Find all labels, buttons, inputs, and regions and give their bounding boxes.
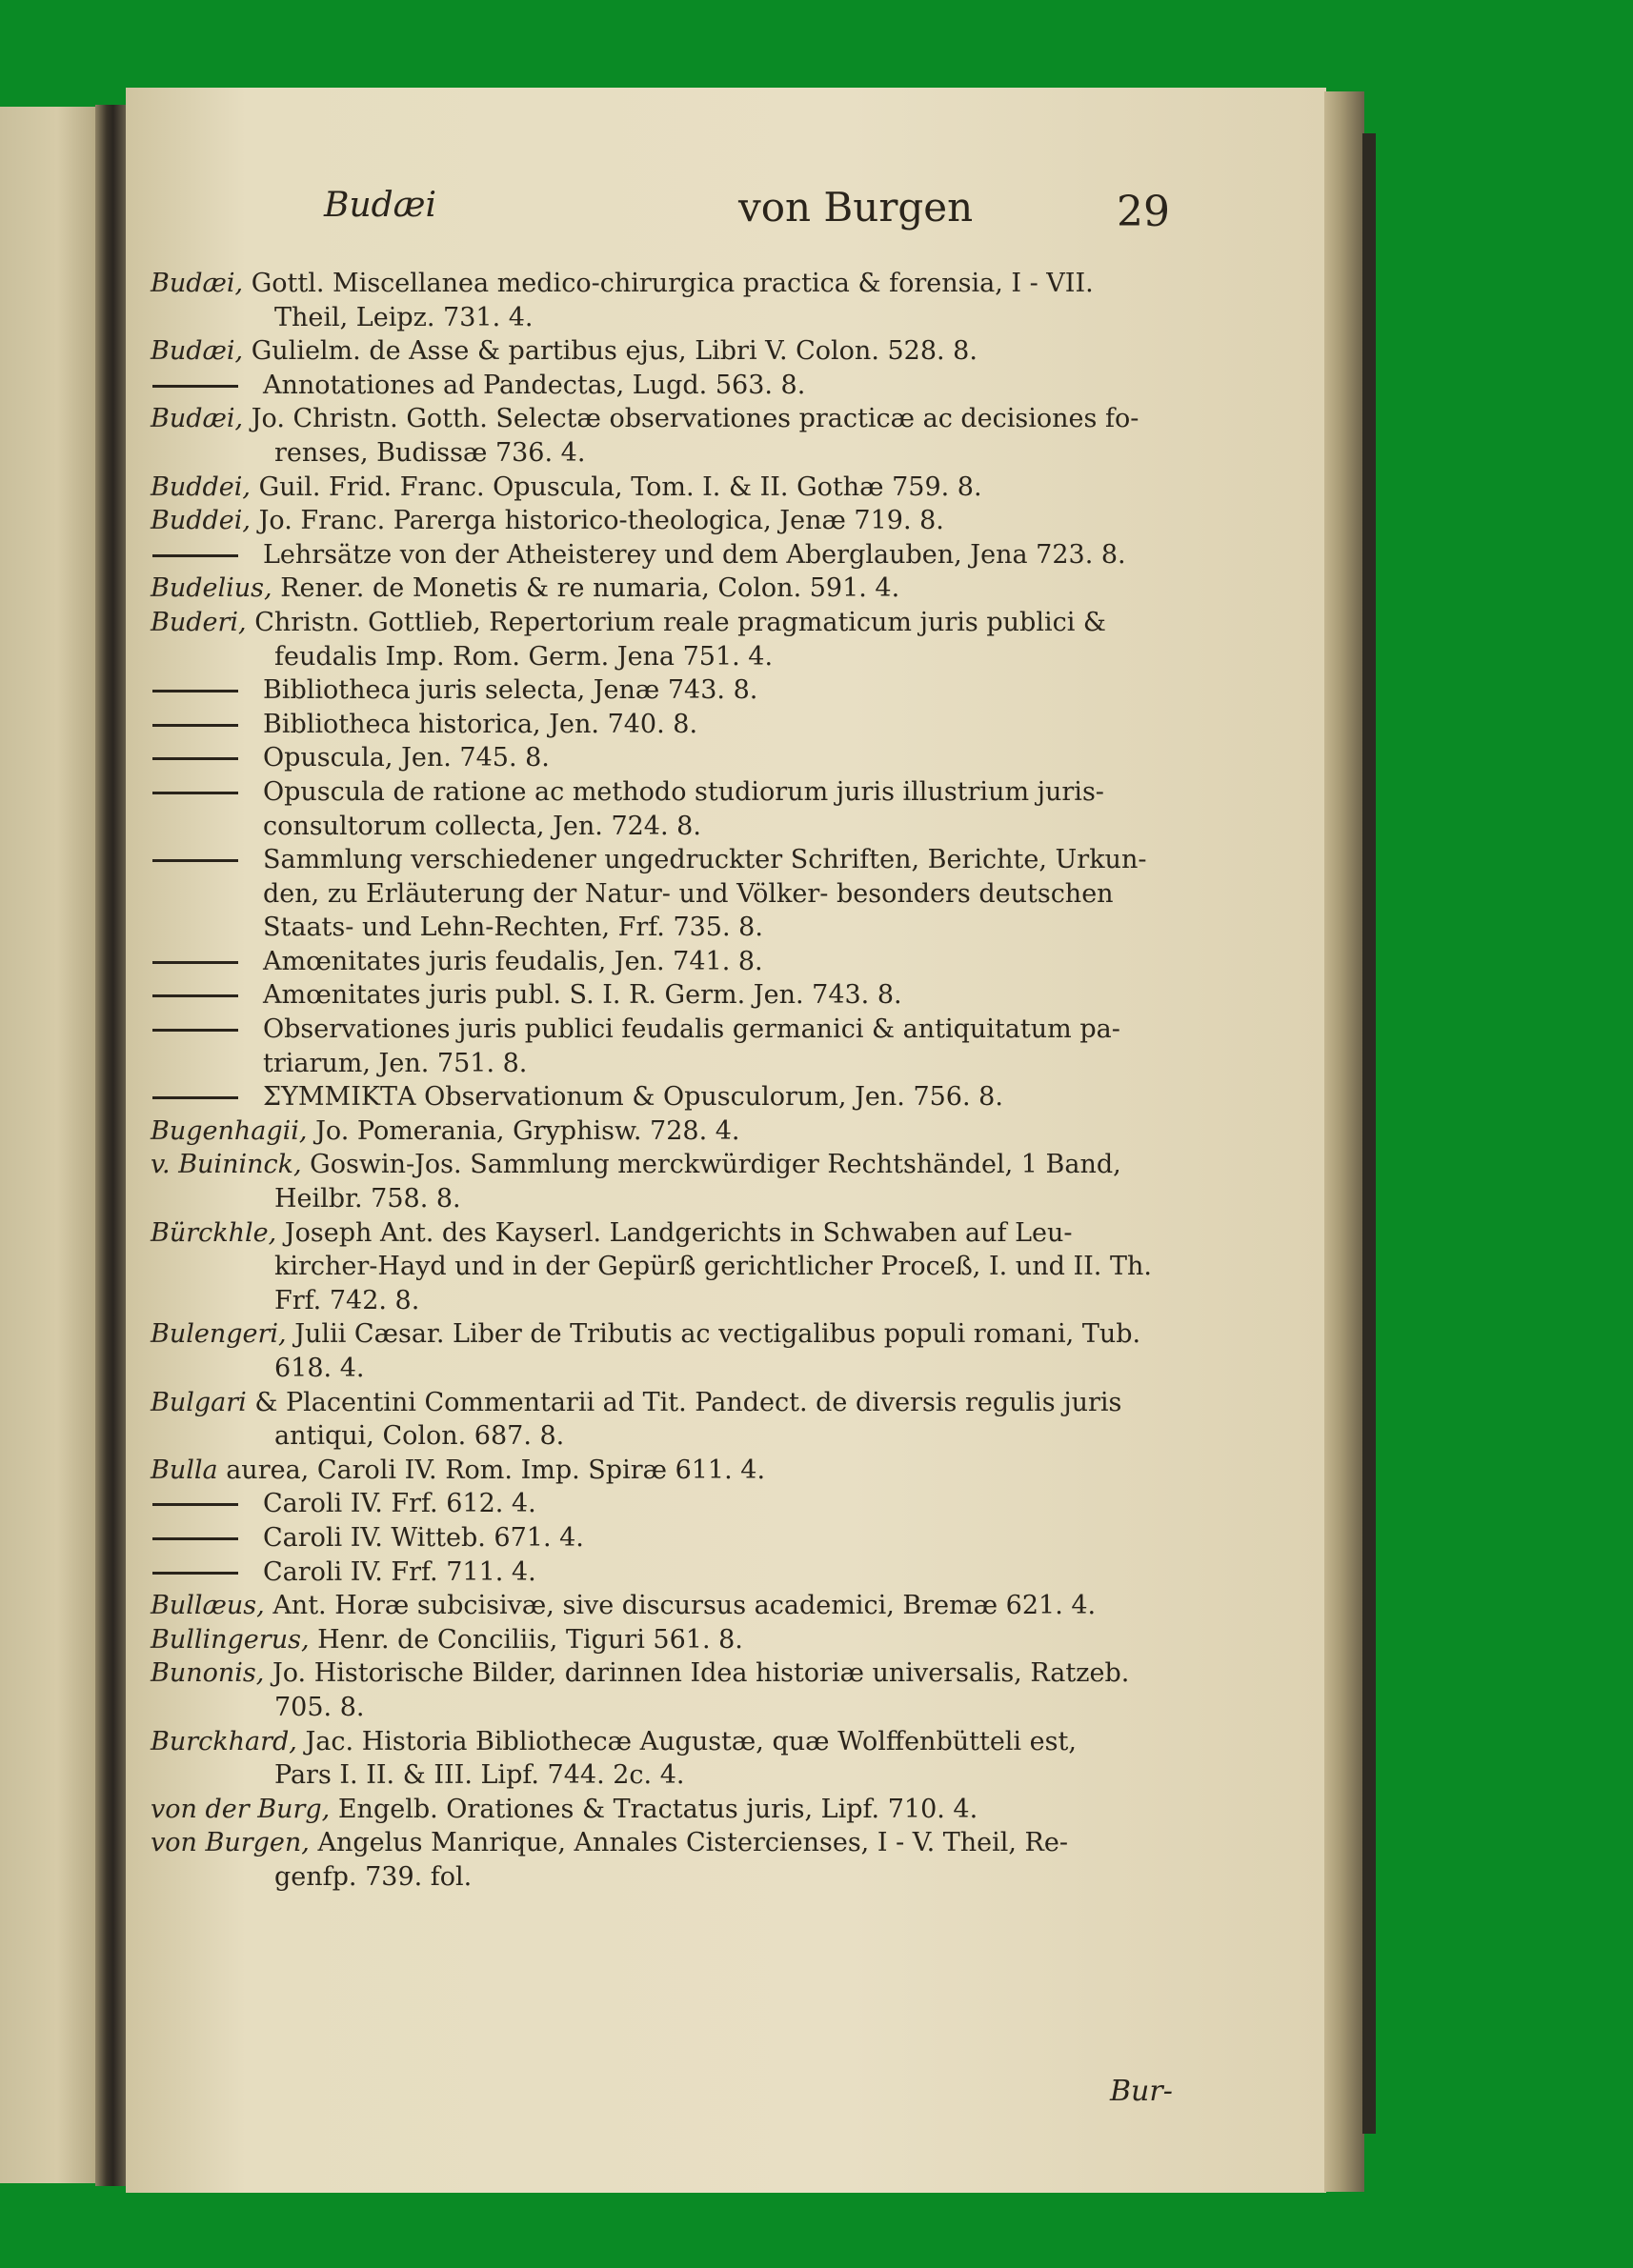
bibliography-entry (151, 843, 1218, 945)
entry-author: Burckhard, (151, 1726, 297, 1756)
entry-text: Heilbr. 758. 8. (274, 1184, 461, 1214)
bibliography-entry (151, 504, 1218, 538)
entry-text: Sammlung verschiedener ungedruckter Schriften, Berichte, Urkun- (263, 845, 1147, 875)
entry-line (151, 1454, 1218, 1488)
entry-line (151, 810, 1218, 844)
entry-line (151, 1725, 1218, 1759)
bibliography-entry (151, 1793, 1218, 1827)
entry-line (151, 1860, 1218, 1895)
entry-text: aurea, Caroli IV. Rom. Imp. Spiræ 611. 4. (226, 1455, 766, 1485)
catchword: Bur- (1110, 2075, 1173, 2108)
center-title: von Burgen (738, 184, 974, 231)
bibliography-entry (151, 1826, 1218, 1894)
entry-line (151, 1114, 1218, 1149)
entry-text: den, zu Erläuterung der Natur- und Völker- besonders deutschen (263, 878, 1114, 909)
bibliography-entry (151, 572, 1218, 606)
entry-text: Opuscula, Jen. 745. 8. (263, 743, 550, 773)
entry-text: antiqui, Colon. 687. 8. (274, 1421, 565, 1452)
entry-author: Bullæus, (151, 1591, 265, 1621)
bibliography-entry (151, 1386, 1218, 1454)
bibliography-entry (151, 402, 1218, 470)
entry-text: Christn. Gottlieb, Repertorium reale pragmaticum juris publici & (254, 607, 1106, 637)
entry-line (151, 1656, 1218, 1691)
bibliography-entry (151, 1148, 1218, 1215)
bibliography-entry (151, 606, 1218, 673)
entry-line (151, 911, 1218, 945)
entry-text: Rener. de Monetis & re numaria, Colon. 591. 4. (280, 573, 900, 604)
bibliography-entry (151, 945, 1218, 979)
entry-author: Buddei, (151, 506, 251, 536)
bibliography-entry (151, 775, 1218, 843)
entry-author: Bunonis, (151, 1658, 265, 1689)
entry-author: Budæi, (151, 404, 244, 434)
entry-line (151, 1793, 1218, 1827)
bibliography-entry (151, 1656, 1218, 1724)
entry-text: Engelb. Orationes & Tractatus juris, Lipf. 710. 4. (337, 1794, 978, 1824)
entry-author: Buddei, (151, 472, 251, 502)
page-header (324, 186, 1181, 243)
entry-line (151, 267, 1218, 301)
entry-line (151, 1317, 1218, 1352)
entry-text: triarum, Jen. 751. 8. (263, 1048, 528, 1078)
bibliography-entry (151, 1725, 1218, 1793)
entry-text: Amœnitates juris publ. S. I. R. Germ. Jen. 743. 8. (263, 980, 902, 1011)
entry-line (151, 640, 1218, 674)
entry-text: Henr. de Conciliis, Tiguri 561. 8. (317, 1624, 743, 1655)
entry-author: v. Buininck, (151, 1150, 302, 1180)
bibliography-entry (151, 708, 1218, 742)
entry-line (151, 1758, 1218, 1793)
entry-text: Frf. 742. 8. (274, 1285, 420, 1315)
running-head: Budæi (324, 186, 437, 225)
entry-author: Buderi, (151, 607, 247, 637)
entry-text: Goswin-Jos. Sammlung merckwürdiger Rechtshändel, 1 Band, (310, 1150, 1121, 1180)
bibliography-entry (151, 1555, 1218, 1590)
entry-author: Budæi, (151, 269, 244, 298)
entry-author: Budæi, (151, 336, 244, 367)
entry-line (151, 1555, 1218, 1590)
entry-text: ΣΥΜΜΙΚΤΑ Observationum & Opusculorum, Jen. 756. 8. (263, 1082, 1003, 1113)
entry-text: Guil. Frid. Franc. Opuscula, Tom. I. & II. Gothæ 759. 8. (258, 472, 982, 502)
entry-text: Amœnitates juris feudalis, Jen. 741. 8. (263, 946, 763, 976)
entry-line (151, 877, 1218, 912)
entry-line (151, 369, 1218, 403)
entry-line (151, 978, 1218, 1013)
entry-text: Observationes juris publici feudalis germanici & antiquitatum pa- (263, 1014, 1120, 1045)
entry-line (151, 843, 1218, 877)
entry-line (151, 673, 1218, 708)
entry-line (151, 334, 1218, 369)
entry-text: Bibliotheca historica, Jen. 740. 8. (263, 709, 698, 739)
bibliography-entry (151, 538, 1218, 572)
entry-text: Lehrsätze von der Atheisterey und dem Aberglauben, Jena 723. 8. (263, 539, 1126, 570)
bibliography-list (151, 267, 1218, 1895)
bibliography-entry (151, 673, 1218, 708)
entry-text: Caroli IV. Frf. 612. 4. (263, 1489, 536, 1519)
entry-author: Bulgari (151, 1387, 247, 1417)
entry-text: Jo. Historische Bilder, darinnen Idea historiæ universalis, Ratzeb. (272, 1658, 1130, 1689)
entry-text: Joseph Ant. des Kayserl. Landgerichts in Schwaben auf Leu- (284, 1217, 1073, 1248)
entry-text: Julii Cæsar. Liber de Tributis ac vectigalibus populi romani, Tub. (294, 1319, 1141, 1350)
bibliography-entry (151, 1589, 1218, 1623)
bibliography-entry (151, 1487, 1218, 1521)
entry-text: Staats- und Lehn-Rechten, Frf. 735. 8. (263, 913, 763, 943)
entry-text: genfp. 739. fol. (274, 1861, 473, 1892)
bibliography-entry (151, 1317, 1218, 1385)
entry-line (151, 436, 1218, 471)
entry-line (151, 1250, 1218, 1284)
entry-text: Pars I. II. & III. Lipf. 744. 2c. 4. (274, 1760, 685, 1791)
entry-author: Bullingerus, (151, 1624, 310, 1655)
entry-text: kircher-Hayd und in der Gepürß gerichtlicher Proceß, I. und II. Th. (274, 1252, 1152, 1282)
entry-line (151, 775, 1218, 810)
entry-text: consultorum collecta, Jen. 724. 8. (263, 811, 701, 841)
entry-line (151, 1386, 1218, 1420)
bibliography-entry (151, 1623, 1218, 1657)
entry-text: Opuscula de ratione ac methodo studiorum juris illustrium juris- (263, 776, 1104, 807)
entry-text: Bibliotheca juris selecta, Jenæ 743. 8. (263, 675, 758, 706)
page-edge (1324, 91, 1364, 2192)
entry-line (151, 1284, 1218, 1318)
facing-page-edge (0, 107, 95, 2183)
entry-author: Bulengeri, (151, 1319, 287, 1350)
entry-line (151, 572, 1218, 606)
entry-line (151, 945, 1218, 979)
bibliography-entry (151, 369, 1218, 403)
bibliography-entry (151, 1080, 1218, 1114)
cover-edge (1362, 133, 1376, 2134)
entry-line (151, 708, 1218, 742)
entry-line (151, 1148, 1218, 1182)
entry-line (151, 471, 1218, 505)
entry-text: renses, Budissæ 736. 4. (274, 437, 586, 468)
entry-line (151, 301, 1218, 335)
bibliography-entry (151, 978, 1218, 1013)
entry-text: Angelus Manrique, Annales Cistercienses, I - V. Theil, Re- (317, 1828, 1068, 1858)
book-gutter (95, 105, 128, 2186)
entry-line (151, 1080, 1218, 1114)
bibliography-entry (151, 334, 1218, 369)
entry-text: Ant. Horæ subcisivæ, sive discursus academici, Bremæ 621. 4. (272, 1591, 1097, 1621)
entry-line (151, 1013, 1218, 1047)
entry-text: Gulielm. de Asse & partibus ejus, Libri V. Colon. 528. 8. (251, 336, 978, 367)
entry-line (151, 1691, 1218, 1725)
entry-author: von Burgen, (151, 1828, 310, 1858)
entry-line (151, 1487, 1218, 1521)
entry-text: & Placentini Commentarii ad Tit. Pandect. de diversis regulis juris (254, 1387, 1122, 1417)
entry-author: Bürckhle, (151, 1217, 277, 1248)
bibliography-entry (151, 1216, 1218, 1318)
bibliography-entry (151, 1013, 1218, 1080)
bibliography-entry (151, 1114, 1218, 1149)
entry-author: Budelius, (151, 573, 272, 604)
entry-text: Caroli IV. Witteb. 671. 4. (263, 1522, 584, 1553)
entry-text: Jo. Franc. Parerga historico-theologica, Jenæ 719. 8. (258, 506, 944, 536)
entry-line (151, 1216, 1218, 1251)
entry-text: feudalis Imp. Rom. Germ. Jena 751. 4. (274, 641, 774, 672)
entry-line (151, 538, 1218, 572)
entry-text: Caroli IV. Frf. 711. 4. (263, 1556, 536, 1587)
entry-line (151, 1521, 1218, 1555)
entry-text: Jac. Historia Bibliothecæ Augustæ, quæ Wolffenbütteli est, (305, 1726, 1077, 1756)
entry-line (151, 606, 1218, 640)
entry-text: Jo. Pomerania, Gryphisw. 728. 4. (315, 1115, 740, 1146)
bibliography-entry (151, 1521, 1218, 1555)
entry-text: 705. 8. (274, 1692, 365, 1722)
entry-author: Bugenhagii, (151, 1115, 308, 1146)
bibliography-entry (151, 267, 1218, 334)
entry-line (151, 1182, 1218, 1216)
entry-line (151, 741, 1218, 775)
entry-author: Bulla (151, 1455, 218, 1485)
entry-text: 618. 4. (274, 1354, 365, 1383)
entry-text: Annotationes ad Pandectas, Lugd. 563. 8. (263, 370, 806, 400)
entry-line (151, 504, 1218, 538)
entry-line (151, 1047, 1218, 1081)
entry-line (151, 402, 1218, 436)
entry-line (151, 1419, 1218, 1454)
bibliography-entry (151, 741, 1218, 775)
entry-text: Jo. Christn. Gotth. Selectæ observationes practicæ ac decisiones fo- (251, 404, 1139, 434)
page-number: 29 (1117, 188, 1170, 236)
entry-text: Gottl. Miscellanea medico-chirurgica practica & forensia, I - VII. (251, 269, 1094, 298)
bibliography-entry (151, 471, 1218, 505)
entry-line (151, 1623, 1218, 1657)
entry-line (151, 1826, 1218, 1860)
entry-author: von der Burg, (151, 1794, 331, 1824)
bibliography-entry (151, 1454, 1218, 1488)
entry-line (151, 1352, 1218, 1386)
entry-text: Theil, Leipz. 731. 4. (274, 302, 534, 332)
entry-line (151, 1589, 1218, 1623)
